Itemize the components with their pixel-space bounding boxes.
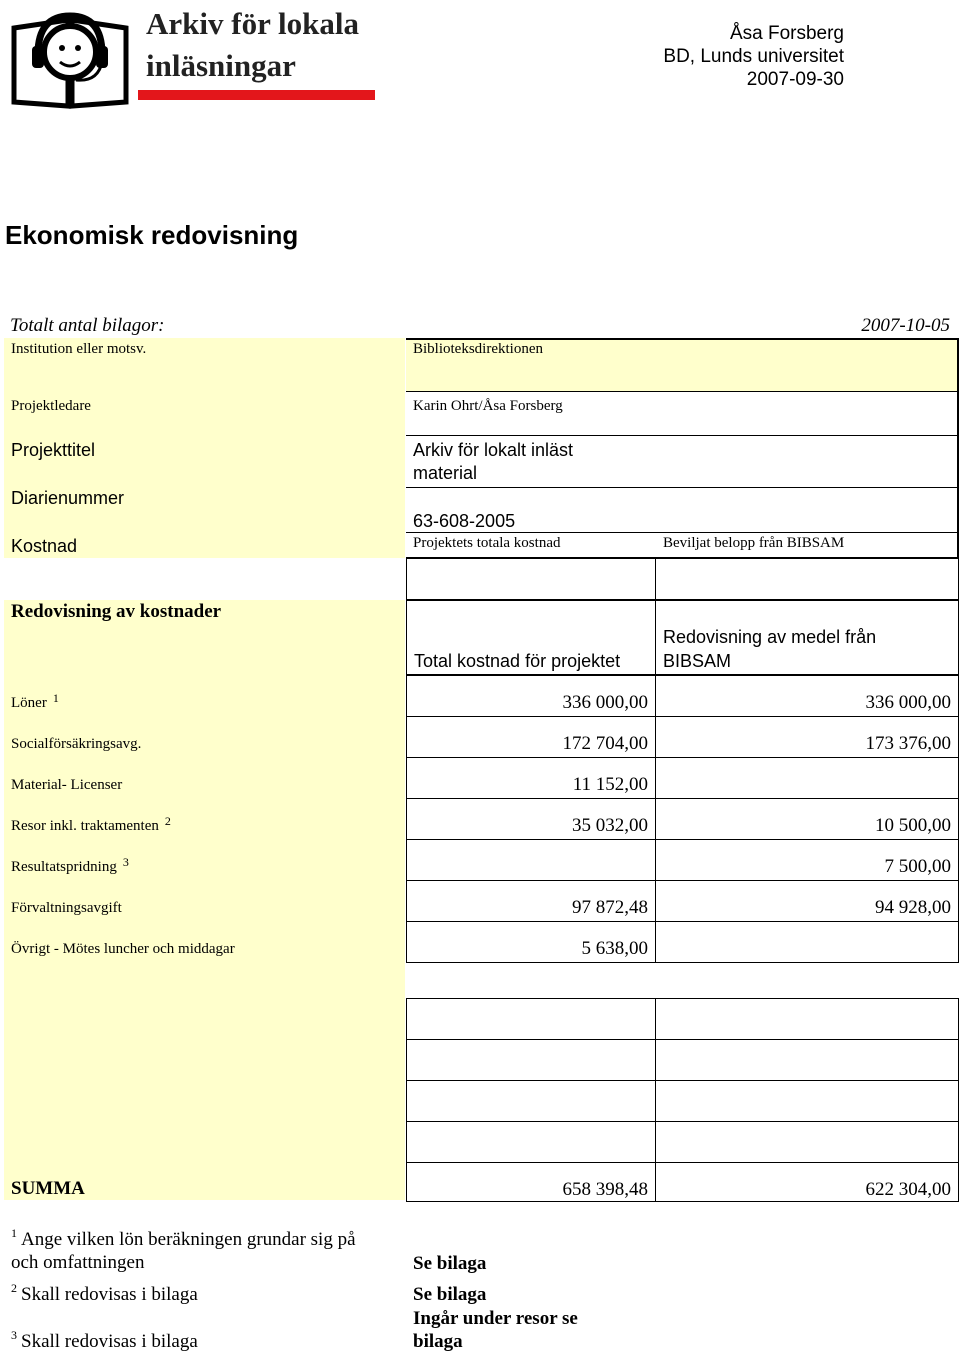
row-total-cell — [406, 757, 656, 799]
summa-bibsam: 622 304,00 — [865, 1179, 951, 1200]
info-divider-4 — [406, 532, 959, 533]
header-block — [663, 22, 844, 91]
row-total-value: 35 032,00 — [572, 815, 648, 836]
header-date: 2007-09-30 — [746, 69, 844, 90]
info-border-top — [406, 338, 959, 340]
row-bibsam-cell — [655, 798, 959, 840]
row-total-value: 336 000,00 — [562, 692, 648, 713]
col-header-total — [406, 600, 656, 675]
row-bibsam-value: 10 500,00 — [875, 815, 951, 836]
row-bibsam-cell — [655, 716, 959, 758]
row-total-cell — [406, 798, 656, 840]
institution-label: Institution eller motsv. — [11, 341, 147, 357]
kostnad-label: Kostnad — [11, 536, 78, 556]
info-divider-2 — [406, 435, 959, 436]
summa-bibsam-cell — [655, 1162, 959, 1202]
empty-row-bibsam — [655, 1080, 959, 1122]
footnote-3-text: Skall redovisas i bilaga — [21, 1331, 198, 1352]
headphones-book-icon — [8, 2, 133, 110]
row-label-text: Övrigt - Mötes luncher och middagar — [11, 941, 235, 957]
row-label-footnote-ref: 1 — [52, 691, 59, 705]
row-total-value: 5 638,00 — [581, 938, 648, 959]
row-label-text: Förvaltningsavgift — [11, 900, 122, 916]
empty-row-bibsam — [655, 998, 959, 1040]
col-header-total-text: Total kostnad för projektet — [414, 651, 621, 671]
footnote-1-line2: och omfattningen — [11, 1252, 145, 1273]
row-bibsam-cell — [655, 675, 959, 717]
footnote-2-text: Skall redovisas i bilaga — [21, 1284, 198, 1305]
row-total-value: 172 704,00 — [562, 733, 648, 754]
empty-row-total — [406, 1080, 656, 1122]
row-total-value: 97 872,48 — [572, 897, 648, 918]
redovisning-heading: Redovisning av kostnader — [11, 601, 222, 622]
empty-row-bibsam — [655, 1039, 959, 1081]
logo-text-line2: inläsningar — [146, 48, 296, 83]
row-label — [11, 777, 128, 794]
footnote-3-value-line2: bilaga — [413, 1331, 463, 1352]
empty-row-total — [406, 1121, 656, 1163]
row-bibsam-cell — [655, 757, 959, 799]
empty-row-total — [406, 998, 656, 1040]
row-total-cell — [406, 675, 656, 717]
row-label-text: Socialförsäkringsavg. — [11, 736, 142, 752]
row-label-text: Löner — [11, 695, 47, 711]
row-label-footnote-ref: 2 — [164, 814, 171, 828]
info-divider-3 — [406, 487, 959, 488]
projektledare-value: Karin Ohrt/Åsa Forsberg — [413, 398, 563, 414]
header-org: BD, Lunds universitet — [663, 46, 844, 67]
row-total-cell — [406, 716, 656, 758]
footnote-2-number: 2 — [11, 1281, 17, 1295]
diarienummer-value: 63-608-2005 — [413, 511, 516, 531]
bilagor-label: Totalt antal bilagor: — [10, 315, 165, 336]
logo-red-bar — [138, 90, 375, 100]
page-title: Ekonomisk redovisning — [5, 220, 299, 250]
kostnad-col1-label: Projektets totala kostnad — [413, 535, 561, 551]
row-bibsam-value: 94 928,00 — [875, 897, 951, 918]
footnote-1-line1: Ange vilken lön beräkningen grundar sig på — [21, 1229, 356, 1250]
row-total-value: 11 152,00 — [572, 774, 648, 795]
logo-text-line1: Arkiv för lokala — [146, 6, 359, 41]
projekttitel-value-line1: Arkiv för lokalt inläst — [413, 440, 574, 460]
kostnad-col2-label: Beviljat belopp från BIBSAM — [663, 535, 845, 551]
summa-total: 658 398,48 — [562, 1179, 648, 1200]
projekttitel-label: Projekttitel — [11, 440, 96, 460]
row-label — [11, 691, 59, 712]
row-bibsam-cell — [655, 921, 959, 963]
footnote-1-value: Se bilaga — [413, 1253, 487, 1274]
row-bibsam-cell — [655, 880, 959, 922]
empty-row-total — [406, 1039, 656, 1081]
footnote-3-value-line1: Ingår under resor se — [413, 1308, 578, 1329]
row-total-cell — [406, 921, 656, 963]
row-label-text: Resultatspridning — [11, 859, 117, 875]
row-bibsam-value: 173 376,00 — [865, 733, 951, 754]
row-label — [11, 814, 171, 835]
col-header-bibsam — [655, 600, 959, 675]
diarienummer-label: Diarienummer — [11, 488, 125, 508]
row-label-footnote-ref: 3 — [122, 855, 129, 869]
col-header-bibsam-text1: Redovisning av medel från — [663, 627, 877, 647]
col-header-bibsam-text2: BIBSAM — [663, 651, 732, 671]
row-bibsam-cell — [655, 839, 959, 881]
footnote-3-number: 3 — [11, 1328, 17, 1342]
projekttitel-value-line2: material — [413, 463, 478, 483]
row-total-cell — [406, 839, 656, 881]
footnote-2-value: Se bilaga — [413, 1284, 487, 1305]
kostnad-bibsam-box — [655, 558, 959, 600]
row-total-cell — [406, 880, 656, 922]
row-label — [11, 855, 129, 876]
row-bibsam-value: 7 500,00 — [884, 856, 951, 877]
summa-total-cell — [406, 1162, 656, 1202]
institution-value: Biblioteksdirektionen — [413, 341, 543, 357]
row-label — [11, 900, 128, 917]
info-divider-1 — [406, 391, 959, 392]
projektledare-label: Projektledare — [11, 398, 91, 414]
meta-date: 2007-10-05 — [861, 315, 950, 336]
summa-label: SUMMA — [11, 1178, 85, 1199]
row-bibsam-value: 336 000,00 — [865, 692, 951, 713]
header-name: Åsa Forsberg — [729, 23, 844, 44]
row-label — [11, 736, 147, 753]
logo — [8, 2, 378, 112]
empty-row-bibsam — [655, 1121, 959, 1163]
row-label — [11, 941, 241, 958]
row-label-text: Material- Licenser — [11, 777, 123, 793]
row-label-text: Resor inkl. traktamenten — [11, 818, 159, 834]
info-border-right — [957, 338, 959, 558]
kostnad-total-box — [406, 558, 656, 600]
footnote-1-number: 1 — [11, 1226, 17, 1240]
